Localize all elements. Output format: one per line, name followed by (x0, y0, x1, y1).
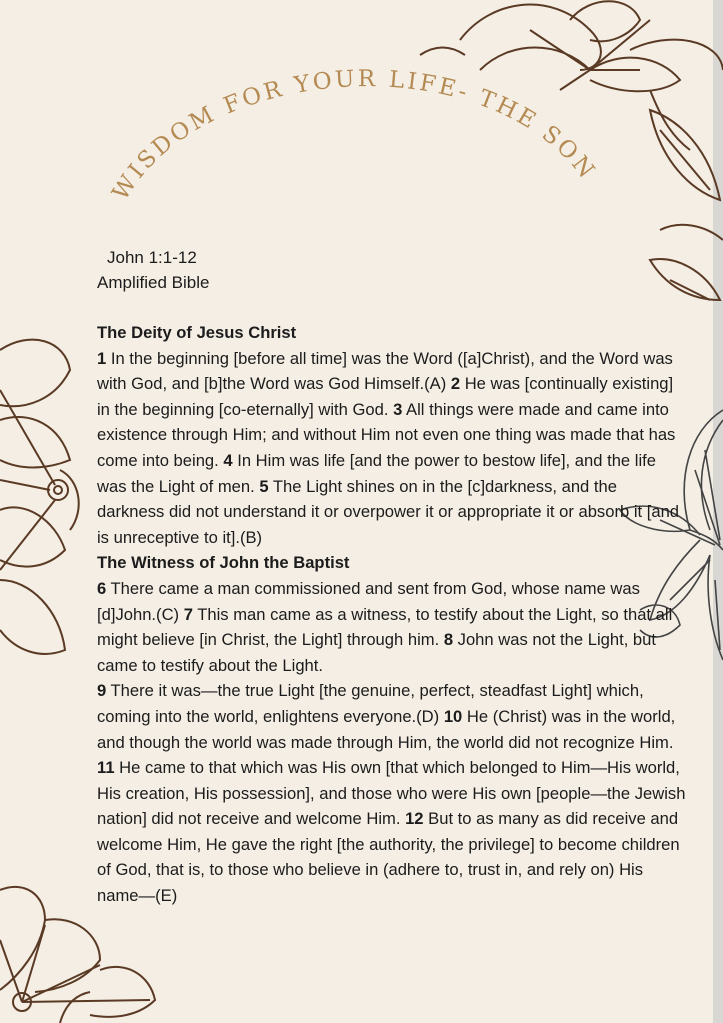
verse-number: 4 (223, 450, 233, 470)
verse-text: He was [continually existing] in the beginning [co-eternally] with God. (97, 374, 674, 419)
verse-number: 12 (405, 809, 424, 829)
banner-title-arc (0, 0, 723, 260)
section-heading: The Witness of John the Baptist (97, 553, 350, 573)
banner-title-text: WISDOM FOR YOUR LIFE- THE SON (107, 66, 601, 205)
verse-text: In Him was life [and the power to bestow life], and the life was the Light of men. (97, 450, 656, 496)
scripture-paragraph (97, 576, 687, 678)
scripture-paragraph (97, 346, 687, 551)
verse-number: 8 (443, 630, 454, 650)
scripture-paragraph (97, 678, 687, 908)
flower-left-illustration (0, 330, 90, 680)
verse-text: The Light shines on in the [c]darkness, and the darkness did not understand it or overpower it or appropriate it or absorb it [and is unreceptive to it].(B) (97, 476, 680, 547)
verse-number: 5 (259, 476, 269, 496)
banner-title (108, 66, 601, 205)
verse-number: 10 (443, 706, 463, 726)
passage-reference: John 1:1-12 (107, 248, 197, 267)
scripture-body (97, 320, 687, 909)
section-heading: The Deity of Jesus Christ (97, 323, 297, 342)
verse-number: 9 (97, 681, 107, 701)
verse-number: 6 (97, 578, 107, 598)
verse-text: He (Christ) was in the world, and though the world was made through Him, the world did not recognize Him. (97, 706, 676, 752)
verse-text: John was not the Light, but came to testify about the Light. (97, 630, 656, 675)
bible-version: Amplified Bible (97, 273, 210, 292)
verse-text: He came to that which was His own [that which belonged to Him—His world, His creation, His possession], and those who were His own [people—the Jewish nation] did not receive and welcome Him. (97, 758, 686, 829)
verse-text: All things were made and came into existence through Him; and without Him not even one thing was made that has come into being. (97, 399, 676, 470)
verse-text: This man came as a witness, to testify about the Light, so that all might believe [in Christ, the Light] through him. (97, 604, 673, 650)
verse-text: There it was—the true Light [the genuine, perfect, steadfast Light] which, coming into the world, enlightens everyone.(D) (97, 681, 644, 726)
verse-number: 3 (393, 399, 403, 419)
verse-number: 1 (97, 348, 107, 368)
verse-number: 11 (97, 758, 115, 778)
verse-number: 2 (450, 374, 461, 394)
verse-number: 7 (183, 604, 193, 624)
verse-text: In the beginning [before all time] was the Word ([a]Christ), and the Word was with God, and [b]the Word was God Himself.(A) (97, 348, 673, 394)
verse-text: But to as many as did receive and welcome Him, He gave the right [the authority, the privilege] to become children of God, that is, to those who believe in (adhere to, trust in, and rely on) His name—(E) (97, 809, 680, 906)
verse-text: There came a man commissioned and sent from God, whose name was [d]John.(C) (97, 578, 640, 624)
